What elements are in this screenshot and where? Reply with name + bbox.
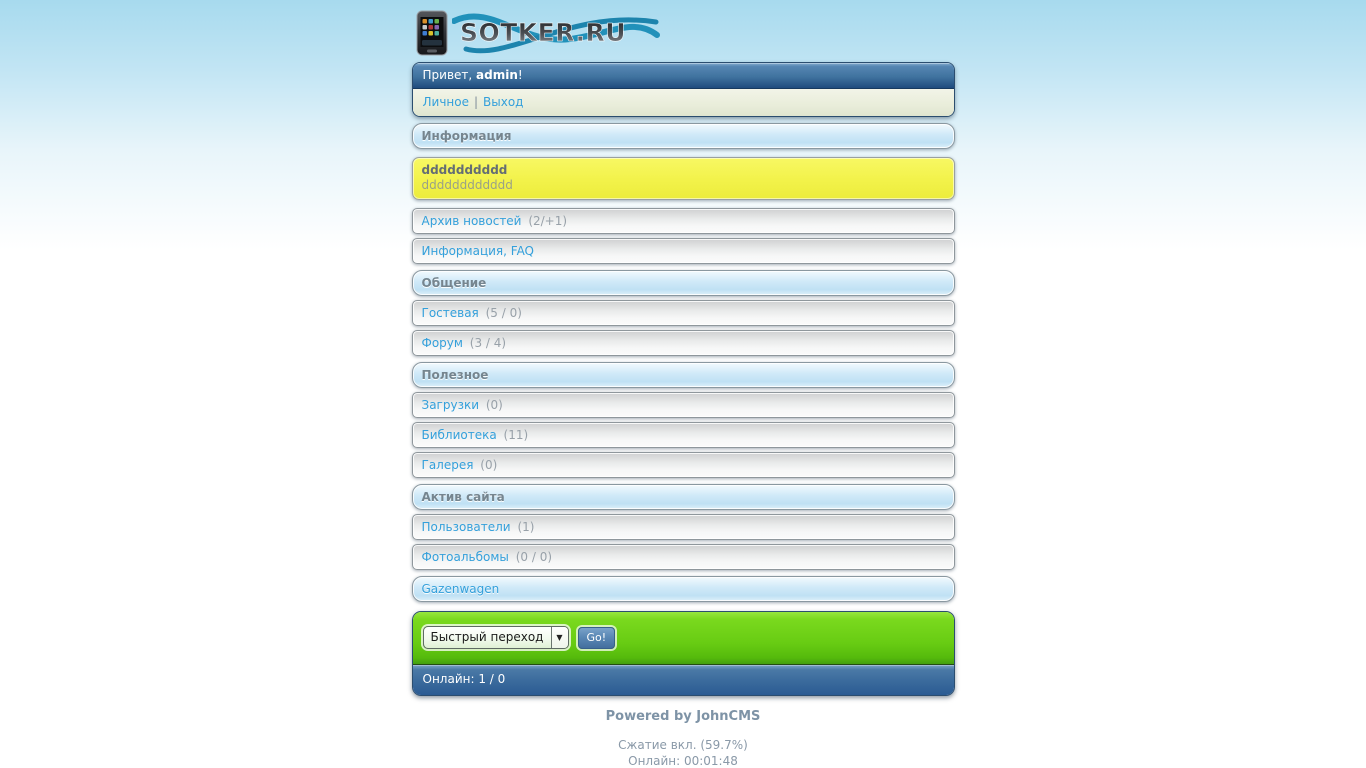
news-subtitle: dddddddddddd xyxy=(421,178,513,192)
news-highlight-box xyxy=(412,157,955,200)
logout-link[interactable]: Выход xyxy=(483,95,524,109)
menu-item-gazenwagen xyxy=(412,576,955,602)
smartphone-icon xyxy=(414,10,450,57)
logo-wave-title xyxy=(452,5,660,59)
greeting-bar xyxy=(413,63,954,89)
quick-jump-select[interactable] xyxy=(423,626,569,649)
menu-item-users xyxy=(412,514,955,540)
menu-item-link[interactable]: Пользователи xyxy=(421,520,511,534)
online-status-bar xyxy=(413,665,954,695)
section-header-site-activity xyxy=(412,484,955,510)
section-header-useful xyxy=(412,362,955,388)
menu-item-count: (5 / 0) xyxy=(485,306,522,320)
user-panel xyxy=(412,62,955,117)
greeting-suffix: ! xyxy=(517,68,523,82)
compression-status: Сжатие вкл. (59.7%) xyxy=(618,738,748,752)
menu-item-count: (1) xyxy=(517,520,535,534)
menu-item-count: (11) xyxy=(503,428,529,442)
section-header-info xyxy=(412,123,955,149)
personal-link[interactable]: Личное xyxy=(422,95,469,109)
menu-item-forum xyxy=(412,330,955,356)
menu-item-gallery xyxy=(412,452,955,478)
menu-item-info-faq xyxy=(412,238,955,264)
menu-item-downloads xyxy=(412,392,955,418)
menu-item-count: (2/+1) xyxy=(528,214,568,228)
logo-text: SOTKER.RU xyxy=(459,17,626,47)
section-title: Общение xyxy=(421,276,487,290)
menu-item-link[interactable]: Библиотека xyxy=(421,428,497,442)
menu-item-link[interactable]: Информация, FAQ xyxy=(421,244,535,258)
menu-item-link[interactable]: Фотоальбомы xyxy=(421,550,509,564)
greeting-prefix: Привет, xyxy=(422,68,473,82)
quick-jump-select-wrap xyxy=(423,626,569,649)
session-time: Онлайн: 00:01:48 xyxy=(628,754,738,768)
go-button[interactable]: Go! xyxy=(578,627,616,649)
site-logo[interactable] xyxy=(412,0,955,62)
menu-item-link[interactable]: Загрузки xyxy=(421,398,479,412)
page-footer xyxy=(412,709,955,768)
gazenwagen-link[interactable]: Gazenwagen xyxy=(421,582,500,596)
chevron-down-icon: ▼ xyxy=(551,627,568,648)
menu-item-count: (3 / 4) xyxy=(469,336,507,350)
user-links-bar xyxy=(413,89,954,116)
menu-item-guestbook xyxy=(412,300,955,326)
menu-item-library xyxy=(412,422,955,448)
link-separator: | xyxy=(473,95,479,109)
section-header-communication xyxy=(412,270,955,296)
menu-item-link[interactable]: Гостевая xyxy=(421,306,479,320)
section-title: Полезное xyxy=(421,368,489,382)
section-title: Актив сайта xyxy=(421,490,505,504)
section-title: Информация xyxy=(421,129,512,143)
menu-item-link[interactable]: Галерея xyxy=(421,458,474,472)
quick-jump-panel xyxy=(412,611,955,696)
menu-item-link[interactable]: Форум xyxy=(421,336,463,350)
menu-item-count: (0) xyxy=(485,398,503,412)
menu-item-photo-albums xyxy=(412,544,955,570)
username: admin xyxy=(476,68,518,82)
menu-item-count: (0 / 0) xyxy=(515,550,553,564)
quick-jump-bar xyxy=(413,612,954,665)
menu-item-link[interactable]: Архив новостей xyxy=(421,214,522,228)
news-title: dddddddddd xyxy=(421,163,508,177)
menu-item-count: (0) xyxy=(480,458,498,472)
powered-by-text: Powered by JohnCMS xyxy=(605,709,761,724)
page-column xyxy=(412,0,955,768)
online-status-text: Онлайн: 1 / 0 xyxy=(422,672,506,686)
menu-item-news-archive xyxy=(412,208,955,234)
